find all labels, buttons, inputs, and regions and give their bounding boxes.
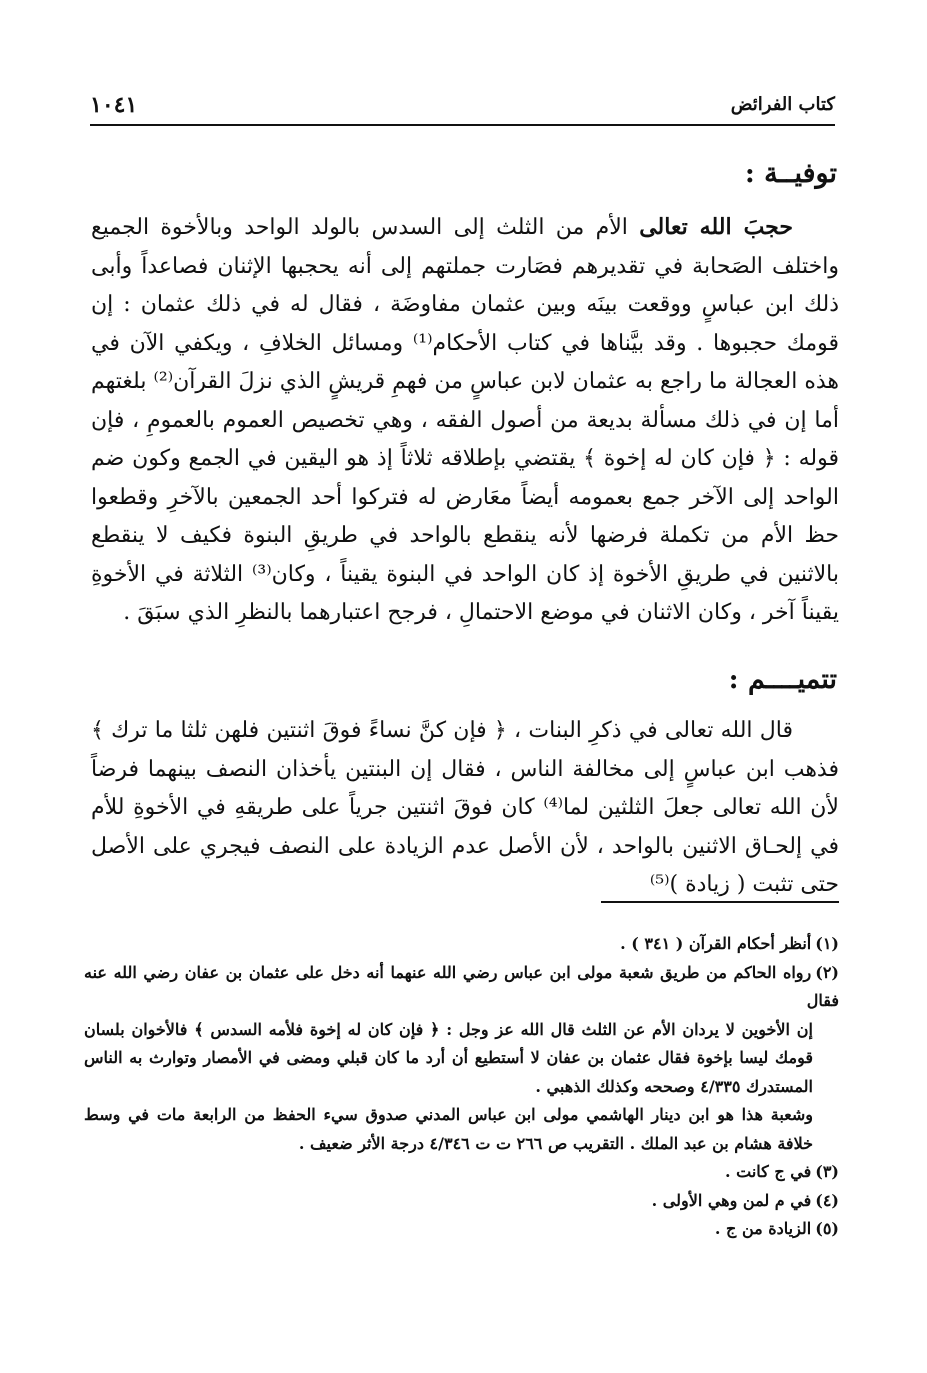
footnote-text: في م لمن وهي الأولى . [651, 1190, 812, 1210]
footnote-number: (٣) [815, 1162, 839, 1181]
paragraph-body: الأم من الثلث إلى السدس بالولد الواحد وبالأخوة الجميع واختلف الصَحابة في تقديرهم فصَارت جملتهم إلى أنه يحجبها الإثنان فصاعداً وأبى ذلك ابن عباسٍ ووقعت بينَه وبين عثمان مفاوضَة ، فقال له في ذلك عثمان : إن قومك حجبوها . وقد بيَّناها في كتاب الأحكام⁽¹⁾ ومسائل الخلافِ ، ويكفي الآن في هذه العجالة ما راجع به عثمان لابن عباسٍ من فهمِ قريشٍ الذي نزلَ القرآن⁽²⁾ بلغتهم أما إن في ذلك مسألة بديعة من أصول الفقه ، وهي تخصيص العموم بالعمومِ ، فإن قوله : ﴿ فإن كان له إخوة ﴾ يقتضي بإطلاقه ثلاثاً إذ هو اليقين في الجمع وكون ضم الواحد إلى الآخر جمع بعمومه أيضاً معَارض له فتركوا أحد الجمعين بالآخرِ وقطعوا حظ الأم من تكملة فرضها لأنه ينقطع بالواحد في طريقِ البنوة فكيف لا ينقطع بالاثنين في طريقِ الأخوة إذ كان الواحد في البنوة يقيناً ، وكان⁽³⁾ الثلاثة في الأخوةِ يقيناً آخر ، وكان الاثنان في موضع الاحتمالِ ، فرجح اعتبارهما بالنظرِ الذي سبَقَ . [91, 215, 840, 625]
footnote-text: رواه الحاكم من طريق شعبة مولى ابن عباس رضي الله عنهما أنه دخل على عثمان بن عفان رضي الله عنه فقال [84, 962, 839, 1010]
running-header [90, 92, 835, 126]
footnote-text: أنظر أحكام القرآن ( ٣٤١ ) . [620, 934, 812, 953]
paragraph-body: قال الله تعالى في ذكرِ البنات ، ﴿ فإن كنَّ نساءً فوقَ اثنتين فلهن ثلثا ما ترك ﴾ فذهب ابن عباسٍ إلى مخالفة الناس ، فقال إن البنتين يأخذان النصف بينهما فرضاً لأن الله تعالى جعلَ الثلثين لما⁽⁴⁾ كان فوقَ اثنتين جرياً على طريقهِ في الأخوةِ للأم في إلحـاق الاثنين بالواحد ، لأن الأصل عدم الزيادة على النصف فيجري على الأصل حتى تثبت ( زيادة )⁽⁵⁾ [91, 718, 839, 897]
footnote-text: إن الأخوين لا يردان الأم عن الثلث قال الله عز وجل : ﴿ فإن كان له إخوة فلأمه السدس ﴾ فالأخوان بلسان قومك ليسا بإخوة فقال عثمان بن عفان لا أستطيع أن أرد ما كان قبلي ومضى في الأمصار وتوارث به الناس المستدرك ٤/٣٣٥ وصححه وكذلك الذهبي . [84, 1019, 813, 1096]
footnote-4 [84, 1187, 839, 1216]
section-heading-tawfiya: توفيــة : [744, 158, 837, 189]
book-title: كتاب الفرائض [730, 94, 835, 115]
footnote-text: في ج كانت . [725, 1162, 812, 1181]
footnote-separator [601, 901, 839, 903]
footnote-number: (٤) [815, 1190, 839, 1210]
section-paragraph-tatmim [91, 712, 839, 905]
footnote-text: وشعبة هذا هو ابن دينار الهاشمي مولى ابن عباس المدني صدوق سيء الحفظ من الرابعة مات في وسط خلافة هشام بن عبد الملك . التقريب ص ٢٦٦ ت ت ٤/٣٤٦ درجة الأثر ضعيف . [84, 1105, 813, 1153]
footnote-3 [84, 1158, 839, 1187]
footnotes [84, 930, 839, 1244]
footnote-number: (٥) [815, 1219, 839, 1238]
page-number: ١٠٤١ [90, 92, 138, 118]
footnote-text: الزيادة من ج . [714, 1219, 812, 1238]
footnote-5 [84, 1215, 839, 1244]
footnote-1 [84, 930, 839, 959]
paragraph-lead: حجبَ الله تعالى [639, 214, 793, 240]
section-paragraph-tawfiya [91, 208, 839, 633]
footnote-number: (١) [815, 934, 839, 953]
footnote-number: (٢) [815, 962, 839, 982]
section-heading-tatmim: تتميــــم : [728, 664, 837, 695]
footnote-2 [84, 959, 839, 1159]
